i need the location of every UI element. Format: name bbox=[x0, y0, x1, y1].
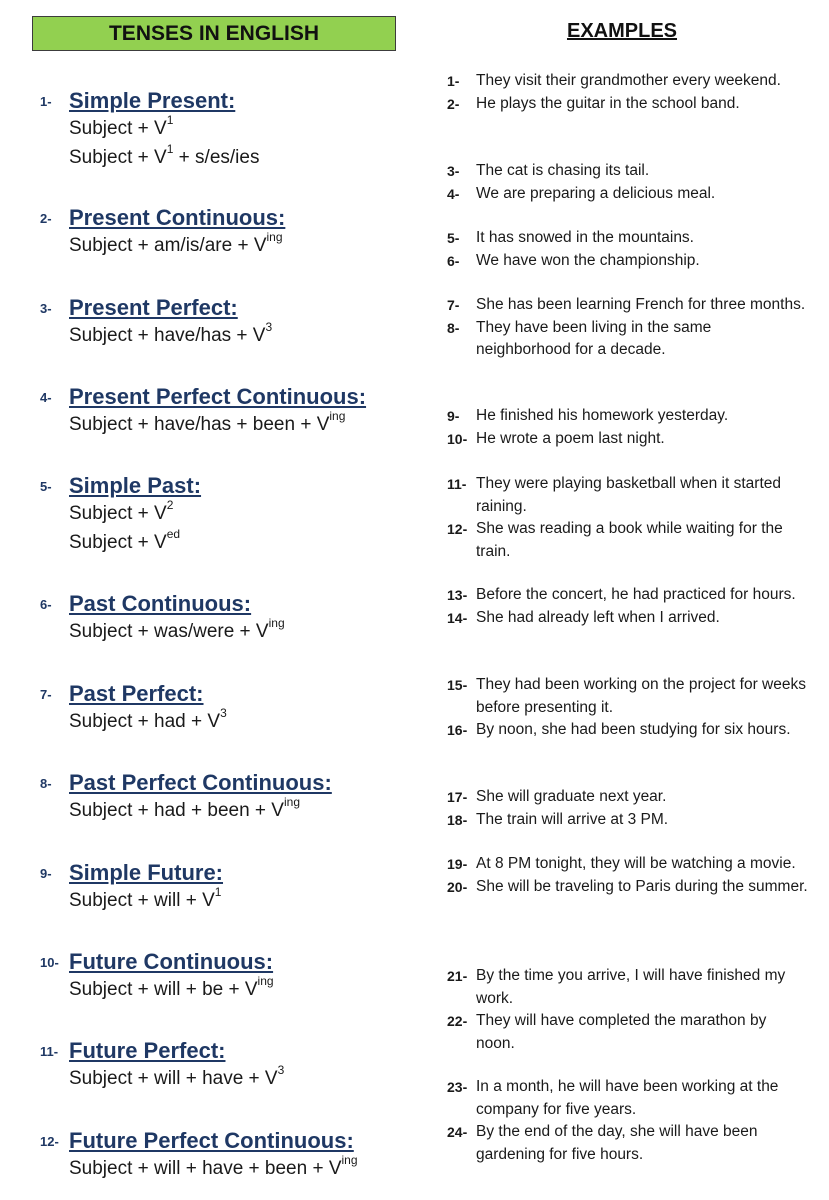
tense-block bbox=[40, 1034, 420, 1093]
formula-superscript: 3 bbox=[220, 705, 227, 720]
formula-text: Subject + V bbox=[69, 147, 167, 168]
example-text: Before the concert, he had practiced for hours. bbox=[476, 586, 796, 603]
example-item bbox=[447, 786, 809, 809]
formula-superscript: ing bbox=[341, 1152, 358, 1167]
example-group bbox=[447, 294, 809, 362]
formula-text: Subject + will + V bbox=[69, 890, 215, 911]
tense-block bbox=[40, 380, 420, 439]
formula-text: Subject + will + have + been + V bbox=[69, 1158, 342, 1179]
example-item bbox=[447, 405, 809, 428]
tense-formula bbox=[69, 1064, 420, 1093]
tense-formula bbox=[69, 617, 420, 646]
tense-heading bbox=[40, 469, 420, 499]
example-text: He finished his homework yesterday. bbox=[476, 407, 729, 424]
tense-formula bbox=[69, 528, 420, 557]
tense-formula bbox=[69, 886, 420, 915]
formula-superscript: ed bbox=[166, 526, 181, 541]
formula-superscript: 1 bbox=[166, 112, 174, 127]
example-text: They have been living in the same neighborhood for a decade. bbox=[476, 318, 712, 358]
tense-block bbox=[40, 945, 420, 1004]
tense-number: 12- bbox=[40, 1134, 59, 1149]
tense-name: Simple Future: bbox=[69, 860, 224, 885]
tense-heading bbox=[40, 766, 420, 796]
examples-title: EXAMPLES bbox=[566, 20, 678, 42]
example-number: 2- bbox=[447, 95, 460, 112]
example-item bbox=[447, 428, 809, 451]
example-text: She will be traveling to Paris during the summer. bbox=[476, 877, 808, 895]
example-item bbox=[447, 294, 809, 317]
formula-text: Subject + had + been + V bbox=[69, 800, 284, 821]
example-item bbox=[447, 227, 809, 250]
tense-heading bbox=[40, 380, 420, 410]
example-text: They had been working on the project for weeks before presenting it. bbox=[476, 676, 806, 716]
tense-number: 3- bbox=[40, 301, 52, 316]
tense-formula bbox=[69, 707, 420, 736]
tense-name: Future Continuous: bbox=[69, 949, 274, 974]
formula-superscript: 1 bbox=[214, 884, 222, 899]
tense-block bbox=[40, 856, 420, 915]
example-item bbox=[447, 473, 809, 518]
formula-superscript: ing bbox=[268, 615, 285, 630]
tense-formula bbox=[69, 231, 420, 260]
tense-name: Past Continuous: bbox=[69, 591, 252, 616]
example-item bbox=[447, 518, 809, 563]
formula-text: Subject + was/were + V bbox=[69, 621, 269, 642]
example-group bbox=[447, 70, 809, 115]
tense-heading bbox=[40, 945, 420, 975]
example-item bbox=[447, 719, 809, 742]
tense-number: 4- bbox=[40, 390, 52, 405]
example-number: 1- bbox=[447, 73, 460, 89]
example-number: 14- bbox=[447, 609, 468, 626]
tense-number: 11- bbox=[40, 1044, 59, 1059]
example-text: It has snowed in the mountains. bbox=[476, 229, 694, 246]
example-text: They visit their grandmother every weekend. bbox=[476, 72, 781, 89]
example-item bbox=[447, 853, 809, 876]
example-number: 17- bbox=[447, 789, 468, 805]
example-text: He wrote a poem last night. bbox=[476, 429, 665, 447]
example-item bbox=[447, 1076, 809, 1121]
example-group bbox=[447, 965, 809, 1055]
tense-formula bbox=[69, 114, 420, 143]
example-text: The cat is chasing its tail. bbox=[476, 162, 650, 179]
example-text: She was reading a book while waiting for the train. bbox=[476, 520, 783, 560]
example-number: 8- bbox=[447, 319, 460, 336]
example-number: 11- bbox=[447, 476, 467, 492]
tense-name: Future Perfect Continuous: bbox=[69, 1128, 354, 1153]
tense-heading bbox=[40, 856, 420, 886]
example-number: 20- bbox=[447, 878, 468, 895]
example-number: 21- bbox=[447, 968, 468, 984]
tense-number: 1- bbox=[40, 94, 52, 109]
example-text: In a month, he will have been working at the company for five years. bbox=[476, 1078, 779, 1118]
example-number: 22- bbox=[447, 1013, 468, 1029]
example-group bbox=[447, 853, 809, 898]
formula-text: Subject + V bbox=[69, 503, 167, 524]
example-number: 13- bbox=[447, 587, 468, 603]
example-group bbox=[447, 674, 809, 742]
example-group bbox=[447, 584, 809, 629]
example-number: 9- bbox=[447, 408, 460, 424]
example-item bbox=[447, 93, 809, 116]
formula-superscript: ing bbox=[266, 229, 283, 244]
tense-block bbox=[40, 677, 420, 736]
tense-number: 2- bbox=[40, 211, 52, 226]
tense-formula bbox=[69, 143, 420, 172]
page-title: TENSES IN ENGLISH bbox=[32, 16, 396, 51]
tense-name: Future Perfect: bbox=[69, 1038, 226, 1063]
tense-number: 10- bbox=[40, 955, 59, 970]
tense-number: 5- bbox=[40, 479, 52, 494]
formula-superscript: 2 bbox=[166, 497, 174, 512]
formula-superscript: 3 bbox=[265, 319, 273, 334]
example-item bbox=[447, 876, 809, 899]
tense-number: 9- bbox=[40, 866, 52, 881]
example-item bbox=[447, 965, 809, 1010]
example-item bbox=[447, 160, 809, 183]
example-text: We have won the championship. bbox=[476, 251, 700, 269]
formula-superscript: ing bbox=[257, 973, 274, 988]
formula-superscript: ing bbox=[329, 408, 346, 423]
example-text: We are preparing a delicious meal. bbox=[476, 184, 716, 202]
example-group bbox=[447, 786, 809, 831]
example-text: She has been learning French for three months. bbox=[476, 296, 806, 313]
example-number: 10- bbox=[447, 430, 468, 447]
example-item bbox=[447, 607, 809, 630]
tense-block bbox=[40, 1124, 420, 1183]
example-text: They will have completed the marathon by noon. bbox=[476, 1012, 767, 1052]
tense-formula bbox=[69, 499, 420, 528]
example-item bbox=[447, 584, 809, 607]
formula-text: Subject + have/has + V bbox=[69, 325, 266, 346]
tense-block bbox=[40, 587, 420, 646]
formula-text: Subject + V bbox=[69, 118, 167, 139]
tense-heading bbox=[40, 84, 420, 114]
formula-superscript: 1 bbox=[166, 141, 174, 156]
tense-name: Past Perfect: bbox=[69, 681, 204, 706]
example-number: 6- bbox=[447, 252, 460, 269]
example-group bbox=[447, 160, 809, 205]
tense-block bbox=[40, 291, 420, 350]
formula-text: Subject + am/is/are + V bbox=[69, 235, 267, 256]
example-number: 24- bbox=[447, 1124, 468, 1140]
example-item bbox=[447, 1010, 809, 1055]
tense-name: Simple Present: bbox=[69, 88, 236, 113]
example-number: 4- bbox=[447, 185, 460, 202]
tense-name: Present Perfect: bbox=[69, 295, 238, 320]
tense-block bbox=[40, 469, 420, 557]
tense-formula bbox=[69, 410, 420, 439]
tense-name: Past Perfect Continuous: bbox=[69, 770, 332, 795]
tense-heading bbox=[40, 201, 420, 231]
formula-superscript: 3 bbox=[277, 1062, 285, 1077]
tense-number: 7- bbox=[40, 687, 52, 702]
example-group bbox=[447, 473, 809, 563]
example-group bbox=[447, 405, 809, 450]
formula-text: Subject + V bbox=[69, 532, 167, 553]
example-text: By noon, she had been studying for six hours. bbox=[476, 721, 791, 738]
tense-name: Present Perfect Continuous: bbox=[69, 384, 367, 409]
example-text: He plays the guitar in the school band. bbox=[476, 94, 740, 112]
example-number: 3- bbox=[447, 163, 460, 179]
example-text: They were playing basketball when it started raining. bbox=[476, 475, 781, 515]
example-number: 15- bbox=[447, 677, 468, 693]
example-item bbox=[447, 317, 809, 362]
example-number: 5- bbox=[447, 230, 460, 246]
tense-name: Present Continuous: bbox=[69, 205, 286, 230]
formula-superscript: ing bbox=[283, 794, 300, 809]
tense-block bbox=[40, 766, 420, 825]
tense-number: 6- bbox=[40, 597, 52, 612]
example-item bbox=[447, 674, 809, 719]
example-text: The train will arrive at 3 PM. bbox=[476, 810, 669, 828]
example-text: She had already left when I arrived. bbox=[476, 608, 720, 626]
example-number: 7- bbox=[447, 297, 460, 313]
tense-formula bbox=[69, 321, 420, 350]
tense-block bbox=[40, 84, 420, 172]
formula-text: Subject + had + V bbox=[69, 711, 221, 732]
example-item bbox=[447, 250, 809, 273]
formula-text: Subject + will + have + V bbox=[69, 1068, 278, 1089]
example-item bbox=[447, 70, 809, 93]
formula-tail: + s/es/ies bbox=[173, 147, 260, 168]
formula-text: Subject + have/has + been + V bbox=[69, 414, 330, 435]
example-number: 16- bbox=[447, 722, 468, 738]
example-item bbox=[447, 183, 809, 206]
example-text: She will graduate next year. bbox=[476, 788, 667, 805]
tense-heading bbox=[40, 1124, 420, 1154]
example-number: 12- bbox=[447, 521, 468, 537]
formula-text: Subject + will + be + V bbox=[69, 979, 258, 1000]
example-text: By the time you arrive, I will have finished my work. bbox=[476, 967, 786, 1007]
tense-number: 8- bbox=[40, 776, 52, 791]
tense-name: Simple Past: bbox=[69, 473, 202, 498]
tense-formula bbox=[69, 1154, 420, 1183]
example-text: At 8 PM tonight, they will be watching a movie. bbox=[476, 855, 796, 872]
tense-formula bbox=[69, 796, 420, 825]
tense-heading bbox=[40, 1034, 420, 1064]
example-number: 23- bbox=[447, 1079, 468, 1095]
example-text: By the end of the day, she will have been gardening for five hours. bbox=[476, 1123, 758, 1163]
tense-formula bbox=[69, 975, 420, 1004]
example-item bbox=[447, 809, 809, 832]
tense-block bbox=[40, 201, 420, 260]
example-group bbox=[447, 1076, 809, 1166]
example-item bbox=[447, 1121, 809, 1166]
tense-heading bbox=[40, 677, 420, 707]
example-number: 18- bbox=[447, 811, 468, 828]
example-number: 19- bbox=[447, 856, 468, 872]
tense-heading bbox=[40, 291, 420, 321]
example-group bbox=[447, 227, 809, 272]
tense-heading bbox=[40, 587, 420, 617]
